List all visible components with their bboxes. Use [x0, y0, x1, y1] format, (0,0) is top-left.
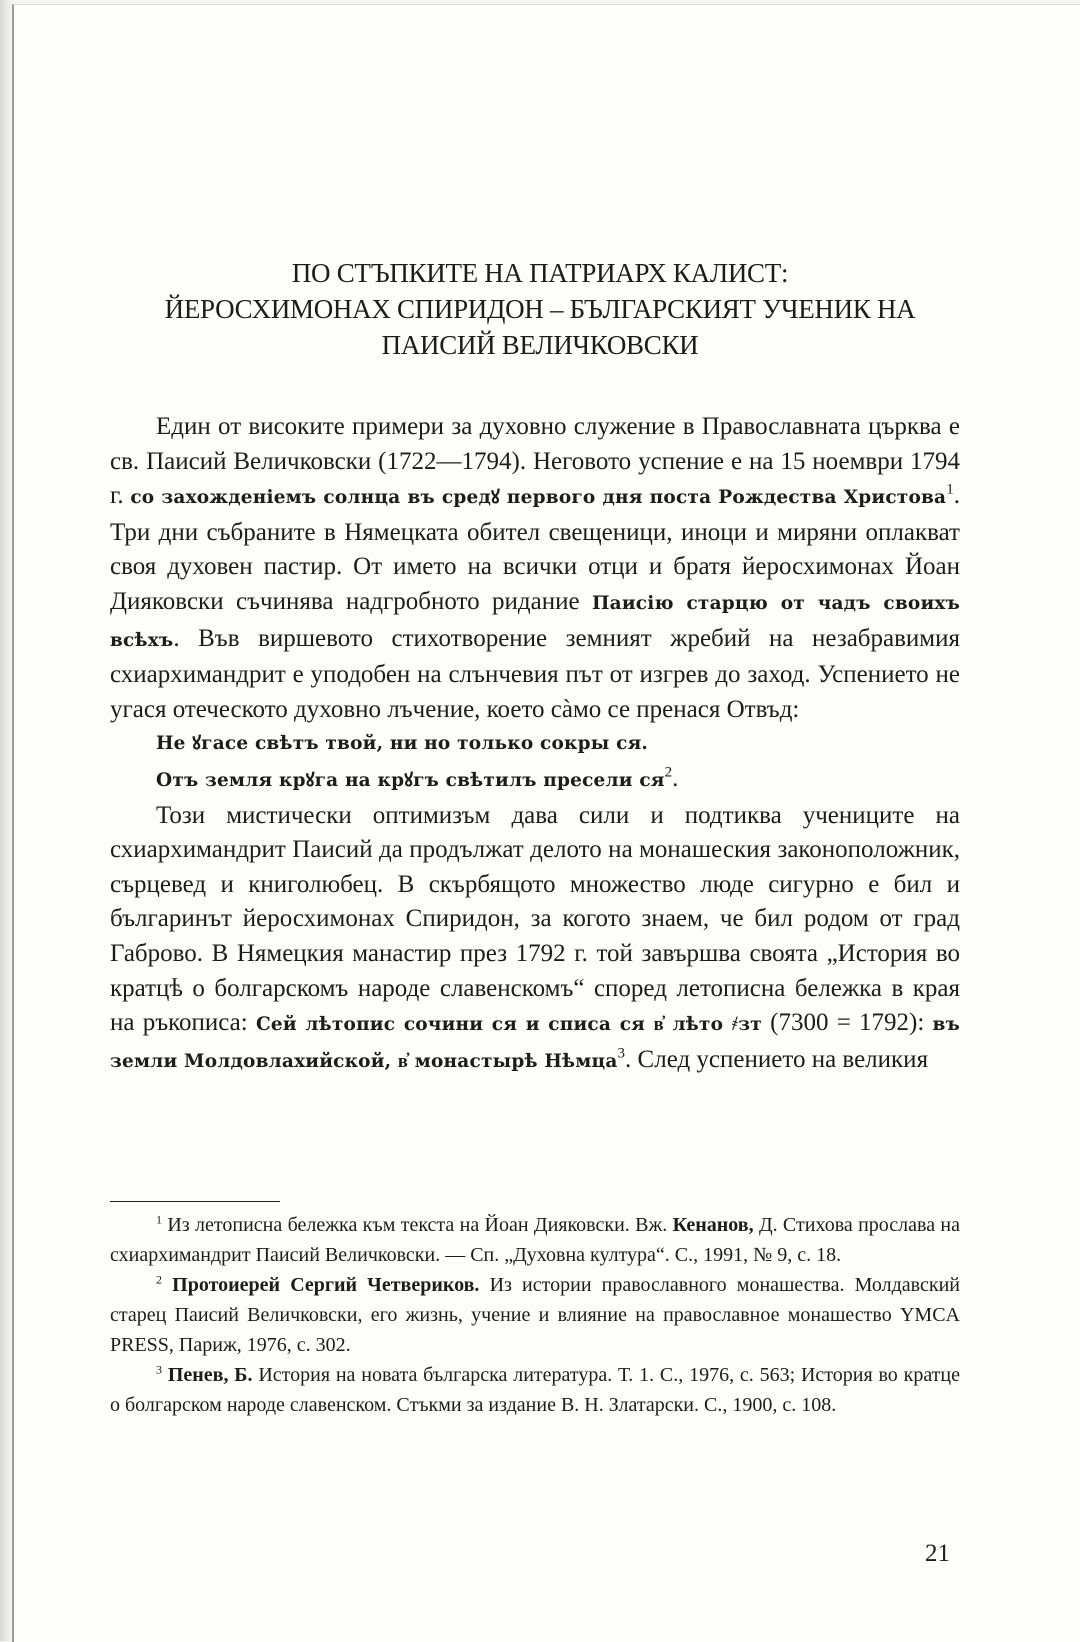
paragraph-1: [110, 410, 960, 727]
p2-text-3: . След успението на великия: [625, 1045, 929, 1073]
p2-church-quote-2: въ земли Молдовлахийской, в҆ монастырѣ Нѣмца: [110, 1014, 960, 1072]
scan-edge-shadow: [0, 0, 12, 1641]
p2-church-quote-1: Сей лѣтопис сочини ся и списа ся в҆ лѣто ҂зт: [255, 1014, 762, 1036]
title-line-1: ПО СТЪПКИТЕ НА ПАТРИАРХ КАЛИСТ:: [291, 258, 789, 288]
p1-text-2: . Три дни събраните в Нямецката обител свещеници, иноци и миряни оплакват своя духовен пастир. От името на всички отци и братя йеросхимонах Йоан Дияковски съчинява надгробното ридание: [110, 482, 960, 615]
article-title: [0, 255, 1080, 363]
footnotes: [110, 1210, 960, 1420]
title-line-2: ЙЕРОСХИМОНАХ СПИРИДОН – БЪЛГАРСКИЯТ УЧЕНИК НА: [164, 294, 916, 324]
verse-line-2-wrap: [156, 762, 960, 799]
footnote-1-text-1: Из летописна бележка към текста на Йоан Дияковски. Вж.: [162, 1214, 673, 1236]
footnote-ref-2: 2: [664, 764, 673, 781]
page-number: 21: [925, 1540, 950, 1567]
p1-church-quote-2: Паисію старцю от чадъ своихъ всѣхъ: [110, 592, 960, 651]
footnote-separator: [110, 1201, 280, 1202]
verse-line-2: Отъ земля крꙋга на крꙋгъ свѣтилъ пресели ся: [156, 769, 665, 791]
footnote-3-text: История на новата българска литература. Т. 1. С., 1976, с. 563; История во кратце о болгарском народе славенском. Стъкми за издание В. Н. Златарски. С., 1900, с. 108.: [110, 1364, 960, 1416]
verse-line-1: Не ꙋгасе свѣтъ твой, ни но только сокры ся.: [156, 733, 649, 755]
footnote-2-author: Протоиерей Сергий Четвериков.: [162, 1274, 480, 1296]
title-line-3: ПАИСИЙ ВЕЛИЧКОВСКИ: [381, 330, 699, 360]
verse-line-2-end: .: [672, 764, 679, 792]
footnote-2: [110, 1270, 960, 1360]
p1-church-quote-1: со захожденіемъ солнца въ средꙋ первого дня поста Рождества Христова: [130, 487, 947, 509]
footnote-ref-3: 3: [617, 1045, 626, 1062]
footnote-1-mark: 1: [156, 1212, 162, 1227]
footnote-2-mark: 2: [156, 1272, 162, 1287]
footnote-1: [110, 1210, 960, 1270]
footnote-1-text-2: Д. Стихова прослава на схиархимандрит Паисий Величковски. — Сп. „Духовна култура“. С., 1991, № 9, с. 18.: [110, 1214, 961, 1266]
footnote-ref-1: 1: [946, 481, 954, 498]
paragraph-2: [110, 799, 960, 1080]
footnote-1-author: Кенанов,: [672, 1214, 754, 1236]
footnote-3-mark: 3: [156, 1362, 162, 1377]
p1-text-3: . Във виршевото стихотворение земният жребий на незабравимия схиархимандрит е уподобен на слънчевия път от изгрев до заход. Успението не угася отеческото духовно лъчение, което сàмо се пренася Отвъд:: [110, 624, 960, 723]
footnote-3: [110, 1360, 960, 1420]
footnote-3-author: Пенев, Б.: [162, 1364, 253, 1386]
article-body: [110, 410, 960, 1079]
p2-text-1: Този мистически оптимизъм дава сили и подтиква учениците на схиархимандрит Паисий да продължат делото на монашеския законоположник, сърцевед и книголюбец. В скърбящото множество люде сигурно е бил и българинът йеросхимонах Спиридон, за когото знаем, че бил родом от град Габрово. В Нямецкия манастир през 1792 г. той завършва своята „История во кратцѣ о болгарскомъ народе славенскомъ“ според летописна бележка в края на ръкописа:: [110, 801, 960, 1037]
footnote-2-text: Из истории православного монашества. Молдавский старец Паисий Величковски, его жизнь, учение и влияние на православное монашество YMCA PRESS, Париж, 1976, с. 302.: [110, 1274, 960, 1356]
p1-text-1: Един от високите примери за духовно служение в Православната църква е св. Паисий Величковски (1722—1794). Неговото успение е на 15 ноември 1794 г.: [110, 413, 960, 510]
verse-quote: [110, 727, 960, 798]
p2-text-2: (7300 = 1792):: [761, 1009, 933, 1037]
